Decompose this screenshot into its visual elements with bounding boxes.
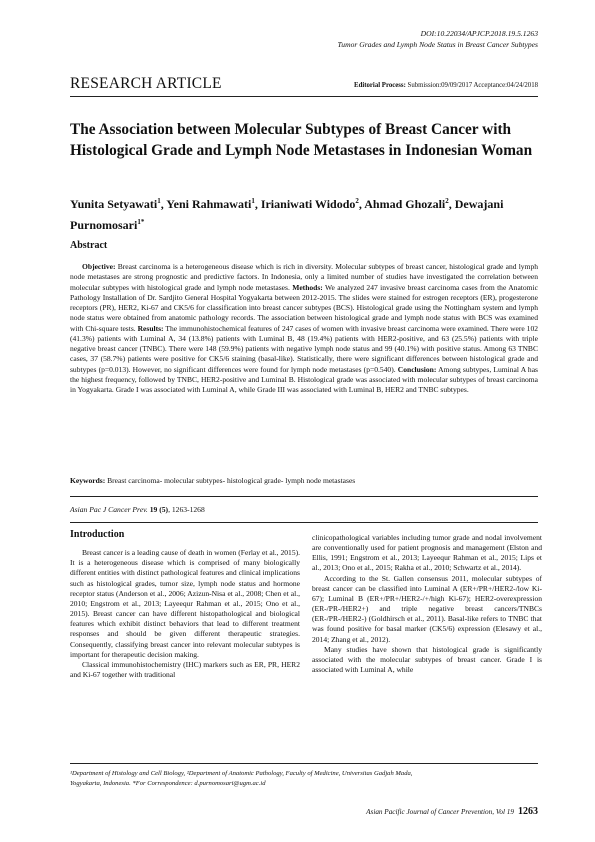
- results-label: Results:: [137, 323, 164, 333]
- page-footer: [366, 806, 538, 817]
- author: Irianiwati Widodo$^2$,: [260, 197, 365, 211]
- citation-pages: , 1263-1268: [168, 505, 205, 514]
- header-rule: [70, 96, 538, 97]
- author-list: [70, 192, 540, 234]
- keywords-label: Keywords:: [70, 476, 106, 485]
- citation-journal: Asian Pac J Cancer Prev.: [70, 505, 148, 514]
- body-paragraph: Classical immunohistochemistry (IHC) markers such as ER, PR, HER2 and Ki-67 together with traditional: [70, 659, 300, 680]
- conclusion-label: Conclusion:: [397, 364, 437, 374]
- introduction-heading: Introduction: [70, 529, 125, 540]
- author: Dewajani Purnomosari$^{1*}$: [70, 197, 504, 232]
- editorial-label: Editorial Process:: [354, 82, 406, 89]
- body-paragraph: Breast cancer is a leading cause of death in women (Ferlay et al., 2015). It is a heterogeneous disease which is comprised of many biologically different entities with distinct pathological features and clinical implications such as histological grades, tumor size, lymph node status and hormone receptor status (Anderson et al., 2006; Azizun-Nisa et al., 2008; Chen et al., 2010; Engstrom et al., 2013; Layeequr Rahman et al., 2015; Ono et al., 2015). Breast cancer can have different histopathological and biological features which exhibit distinct behaviors that lead to different treatment responses and should be given different therapeutic strategies. Consequently, classifying breast cancer into relevant molecular subtypes is important for therapeutic decision making.: [70, 548, 300, 659]
- methods-text: We analyzed 247 invasive breast carcinoma cases from the Anatomic Pathology Installation of Dr. Sardjito General Hospital Yogyakarta between 2012-2015. The slides were stained for estrogen receptors (ER), progesterone receptors (PR), HER2, Ki-67 and CK5/6 for classification into breast cancer subtypes (BCS). Histological grade using the Nottingham system and lymph node status were obtained from anatomic pathology records. The association between histological grade and lymph node status with BCS was examined with Chi-square tests.: [70, 282, 538, 333]
- footer-journal: Asian Pacific Journal of Cancer Prevention, Vol 19: [366, 808, 514, 816]
- correspondence-line: Yogyakarta, Indonesia. *For Correspondence: d.purnomosari@ugm.ac.id: [70, 779, 266, 787]
- footnote-rule: [70, 763, 538, 764]
- page-number: 1263: [518, 806, 538, 817]
- objective-text: Breast carcinoma is a heterogeneous disease which is rich in diversity. Molecular subtypes of breast cancer, histological grade and lymph node metastases are strong prognostic and predictive factors. In Indonesia, only a limited number of studies have investigated the correlation between molecular subtypes with histological grade and lymph node metastases.: [70, 262, 538, 292]
- doi: DOI:10.22034/APJCP.2018.19.5.1263: [420, 29, 538, 38]
- affiliation-footnote: [70, 769, 540, 788]
- paper-title: The Association between Molecular Subtypes of Breast Cancer with Histological Grade and Lymph Node Metastases in Indonesian Woman: [70, 121, 533, 159]
- editorial-dates: Submission:09/09/2017 Acceptance:04/24/2018: [405, 82, 538, 89]
- body-paragraph: Many studies have shown that histological grade is significantly associated with the molecular subtypes of breast cancer. Grade I is associated with Luminal A, while: [312, 644, 542, 675]
- conclusion-text: Among subtypes, Luminal A has the highest frequency, followed by TNBC, HER2-positive and Luminal B. Histological grade was associated with molecular subtypes of breast carcinoma in Yogyakarta. Grade I was associated with Luminal A, while Grade III was associated with Luminal B, HER2 and TNBC subtypes.: [70, 364, 538, 394]
- author: Ahmad Ghozali$^2$,: [364, 197, 455, 211]
- keywords: [70, 476, 538, 485]
- affiliation-line: ¹Department of Histology and Cell Biology, ²Department of Anatomic Pathology, Faculty of Medicine, Universitas Gadjah Mada,: [70, 770, 413, 777]
- methods-label: Methods:: [292, 282, 323, 292]
- body-paragraph: According to the St. Gallen consensus 2011, molecular subtypes of breast cancer can be classified into Luminal A (ER+/PR+/HER2-/low Ki-67); Luminal B (ER+/PR+/HER2-/+/high Ki-67); HER2-overexpression (ER-/PR-/HER2+) and triple negative breast cancers/TNBCs (ER-/PR-/HER2-) (Goldhirsch et al., 2011). Basal-like refers to TNBC that was found positive for basal marker (CK5/6) expression (Elesawy et al., 2014; Zhang et al., 2012).: [312, 573, 542, 644]
- abstract-heading: Abstract: [70, 240, 108, 251]
- citation-volume: 19 (5): [147, 505, 169, 514]
- running-title: Tumor Grades and Lymph Node Status in Breast Cancer Subtypes: [337, 40, 538, 49]
- abstract-body: [70, 262, 538, 395]
- keywords-text: Breast carcinoma- molecular subtypes- histological grade- lymph node metastases: [105, 476, 356, 485]
- objective-label: Objective:: [82, 262, 116, 271]
- editorial-process: [354, 82, 538, 89]
- body-paragraph: clinicopathological variables including tumor grade and nodal involvement are conventionally used for patient prognosis and management (Elston and Ellis, 1991; Engstrom et al., 2013; Layeequr Rahman et al., 2015; Lips et al., 2013; Ono et al., 2015; Rakha et al., 2010; Schwartz et al., 2014).: [312, 533, 542, 573]
- citation-rule: [70, 522, 538, 523]
- results-text: The immunohistochemical features of 247 cases of women with invasive breast carcinoma were examined. There were 102 (41.3%) patients with Luminal A, 34 (13.8%) patients with Luminal B, 48 (19.4%) patients with HER2-positive, and 63 (25.5%) patients with triple negative breast cancer (TNBC). There were 148 (59.9%) patients with negative lymph node status and 99 (40.1%) with positive status. Among 63 TNBC cases, 37 (58.7%) patients were positive for CK5/6 staining (basal-like). Statistically, there were significant differences between histological grade and subtypes (p=0.013). However, no significant differences were found for lymph node metastases (p=0.540).: [70, 323, 539, 374]
- body-column-left: [70, 530, 300, 680]
- author: Yeni Rahmawati$^1$,: [166, 197, 261, 211]
- author: Yunita Setyawati$^1$,: [70, 197, 167, 211]
- citation: [70, 505, 205, 514]
- body-column-right: [312, 533, 542, 675]
- running-header: [337, 28, 538, 50]
- abstract-rule: [70, 496, 538, 497]
- article-type: RESEARCH ARTICLE: [70, 75, 222, 92]
